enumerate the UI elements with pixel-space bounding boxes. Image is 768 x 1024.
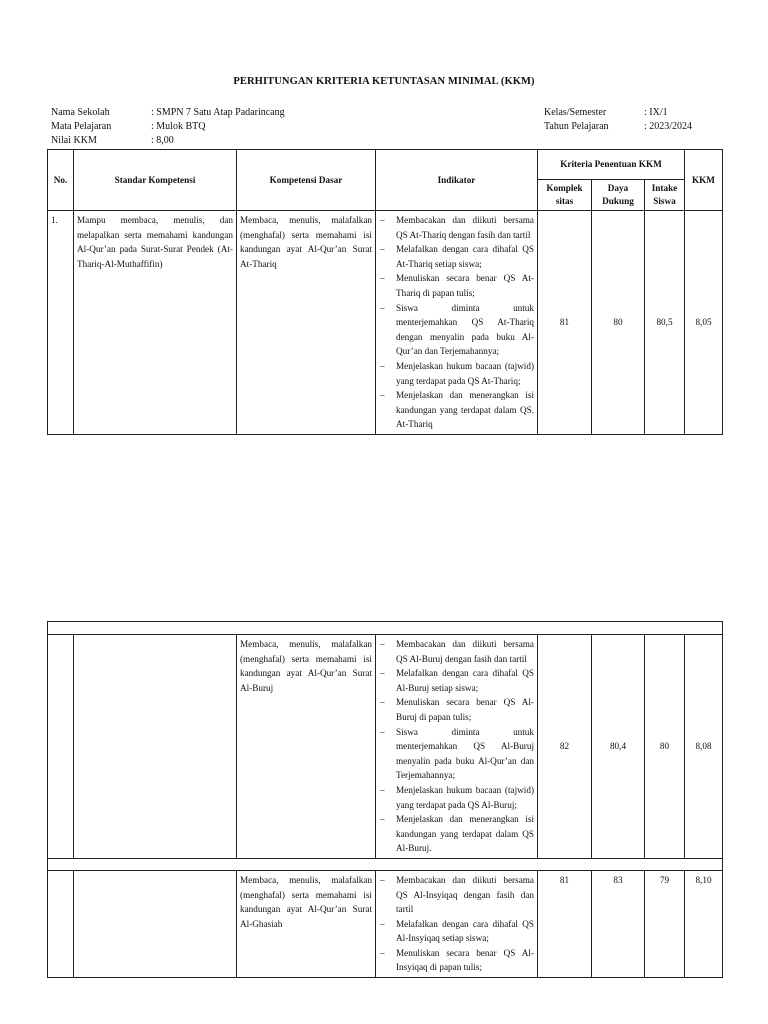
indikator-item: – Membacakan dan diikuti bersama QS Al-Insyiqaq dengan fasih dan tartil — [379, 873, 534, 917]
class-semester-value: : IX/1 — [644, 107, 668, 118]
row-standar-kompetensi — [74, 870, 237, 977]
header-kkm: KKM — [685, 150, 723, 211]
row-kkm: 8,08 — [685, 635, 723, 859]
row-kkm: 8,05 — [685, 211, 723, 435]
indikator-item: – Menjelaskan dan menerangkan isi kandungan yang terdapat dalam QS. At-Thariq — [379, 388, 534, 432]
row-kompetensi-dasar: Membaca, menulis, malafalkan (menghafal) serta memahami isi kandungan ayat Al-Qur’an Surat At-Thariq — [237, 211, 376, 435]
school-year-value: : 2023/2024 — [644, 121, 693, 132]
table-row — [48, 870, 723, 977]
header-daya-dukung: Daya Dukung — [592, 180, 645, 211]
row-standar-kompetensi — [74, 635, 237, 859]
kkm-table-continued — [47, 621, 723, 978]
table-row — [48, 211, 723, 435]
row-intake-siswa: 80,5 — [645, 211, 685, 435]
row-kompleksitas: 81 — [538, 211, 592, 435]
indikator-item: – Menjelaskan hukum bacaan (tajwid) yang terdapat pada QS At-Thariq; — [379, 359, 534, 388]
subject-value: : Mulok BTQ — [151, 121, 206, 132]
row-daya-dukung: 80,4 — [592, 635, 645, 859]
row-intake-siswa: 79 — [645, 870, 685, 977]
indikator-item: – Menuliskan secara benar QS At-Thariq di papan tulis; — [379, 271, 534, 300]
header-no: No. — [48, 150, 74, 211]
row-no: 1. — [48, 211, 74, 435]
indikator-item: – Melafalkan dengan cara dihafal QS Al-Buruj setiap siswa; — [379, 666, 534, 695]
header-kompleksitas: Komplek sitas — [538, 180, 592, 211]
school-name-value: : SMPN 7 Satu Atap Padarincang — [151, 107, 285, 118]
indikator-item: – Menuliskan secara benar QS Al-Buruj di papan tulis; — [379, 695, 534, 724]
school-year-label: Tahun Pelajaran — [544, 121, 609, 132]
header-kompetensi-dasar: Kompetensi Dasar — [237, 150, 376, 211]
spacer-row — [48, 622, 723, 635]
row-indikator — [376, 870, 538, 977]
row-indikator — [376, 211, 538, 435]
school-name-label: Nama Sekolah — [51, 107, 110, 118]
table-row — [48, 635, 723, 859]
header-kriteria: Kriteria Penentuan KKM — [538, 150, 685, 180]
row-indikator — [376, 635, 538, 859]
row-kompleksitas: 81 — [538, 870, 592, 977]
kkm-score-label: Nilai KKM — [51, 135, 97, 146]
row-standar-kompetensi: Mampu membaca, menulis, dan melapalkan serta memahami kandungan Al-Qur’an pada Surat-Surat Pendek (At-Thariq-Al-Muthaffifin) — [74, 211, 237, 435]
indikator-item: – Menjelaskan hukum bacaan (tajwid) yang terdapat pada QS Al-Buruj; — [379, 783, 534, 812]
row-no — [48, 635, 74, 859]
spacer-row — [48, 858, 723, 870]
row-daya-dukung: 83 — [592, 870, 645, 977]
class-semester-label: Kelas/Semester — [544, 107, 607, 118]
row-no — [48, 870, 74, 977]
indikator-item: – Melafalkan dengan cara dihafal QS At-Thariq setiap siswa; — [379, 242, 534, 271]
indikator-item: – Siswa diminta untuk menterjemahkan QS At-Thariq dengan menyalin pada buku Al-Qur’an dan Terjemahannya; — [379, 301, 534, 359]
indikator-item: – Menuliskan secara benar QS Al-Insyiqaq di papan tulis; — [379, 946, 534, 975]
row-intake-siswa: 80 — [645, 635, 685, 859]
indikator-item: – Menjelaskan dan menerangkan isi kandungan yang terdapat dalam QS Al-Buruj. — [379, 812, 534, 856]
kkm-table — [47, 149, 723, 435]
indikator-item: – Siswa diminta untuk menterjemahkan QS Al-Buruj menyalin pada buku Al-Qur’an dan Terjemahannya; — [379, 725, 534, 783]
document-title: PERHITUNGAN KRITERIA KETUNTASAN MINIMAL (KKM) — [233, 76, 535, 87]
class-info — [544, 106, 692, 134]
header-indikator: Indikator — [376, 150, 538, 211]
indikator-item: – Membacakan dan diikuti bersama QS At-Thariq dengan fasih dan tartil — [379, 213, 534, 242]
indikator-item: – Melafalkan dengan cara dihafal QS Al-Insyiqaq setiap siswa; — [379, 917, 534, 946]
header-standar-kompetensi: Standar Kompetensi — [74, 150, 237, 211]
row-kompleksitas: 82 — [538, 635, 592, 859]
row-daya-dukung: 80 — [592, 211, 645, 435]
row-kompetensi-dasar: Membaca, menulis, malafalkan (menghafal) serta memahami isi kandungan ayat Al-Qur’an Surat Al-Buruj — [237, 635, 376, 859]
subject-label: Mata Pelajaran — [51, 121, 112, 132]
row-kompetensi-dasar: Membaca, menulis, malafalkan (menghafal) serta memahami isi kandungan ayat Al-Qur’an Surat Al-Ghasiah — [237, 870, 376, 977]
school-info — [51, 106, 285, 148]
row-kkm: 8,10 — [685, 870, 723, 977]
header-intake-siswa: Intake Siswa — [645, 180, 685, 211]
indikator-item: – Membacakan dan diikuti bersama QS Al-Buruj dengan fasih dan tartil — [379, 637, 534, 666]
kkm-score-value: : 8,00 — [151, 135, 174, 146]
